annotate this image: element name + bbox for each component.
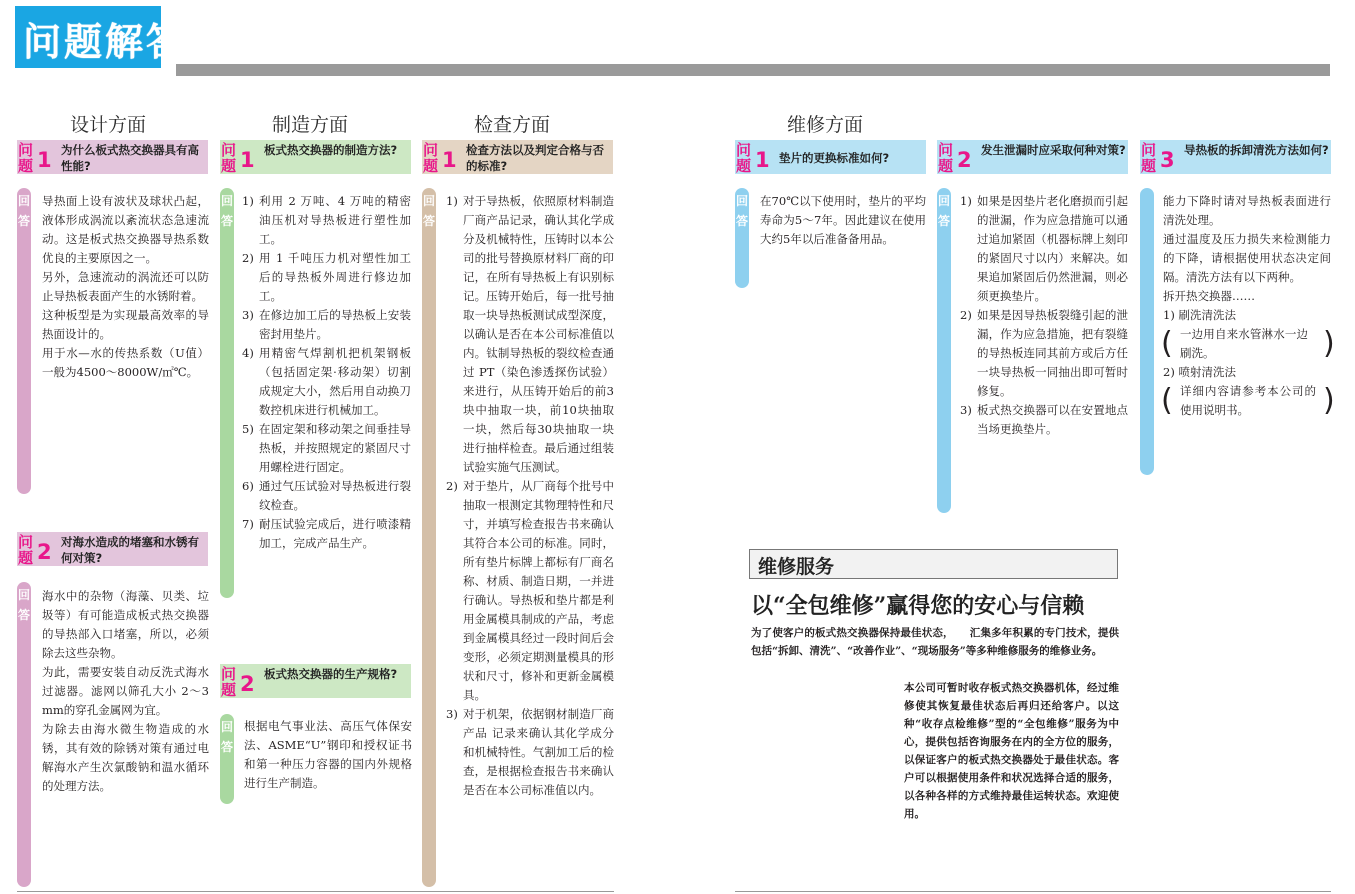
question-mark: 问 题 1: [18, 141, 52, 175]
question-box-maintenance-2: [937, 140, 1128, 174]
list-item: 1) 如果是因垫片老化磨损而引起的泄漏，作为应急措施可以通过追加紧固（机器标牌上刻印的紧固尺寸以内）来解决。如果追加紧固后仍然泄漏，则必须更换垫片。: [960, 194, 1128, 303]
bottom-rule-right: [735, 891, 1331, 892]
list-item: 3) 板式热交换器可以在安置地点当场更换垫片。: [960, 403, 1128, 436]
answer-manufacture-1: [242, 192, 411, 553]
bottom-rule-left: [17, 891, 614, 892]
question-mark: 问 题 1: [221, 141, 255, 175]
list-item: 1) 对于导热板，依照原材料制造厂商产品记录，确认其化学成分及机械特性，压铸时以本公司的批号替换原材料厂商的印记，在所有导热板上有识别标记。压铸开始后，每一批号抽取一块导热板测试成型深度，以确认是否在本公司标准值以内。钛制导热板的裂纹检查通过 PT（染色渗透探伤试验）来进行，从压铸开始后的前3块中抽取一块，前10块抽取一块，然后每30块抽取一块进行抽样检查。最后通过组装试验实施气压测试。: [446, 194, 614, 474]
title-divider-bar: [176, 64, 1330, 76]
list-item: 7) 耐压试验完成后，进行喷漆精加工，完成产品生产。: [242, 517, 411, 550]
question-box-maintenance-1: [735, 140, 926, 174]
answer-marker-bar: 回 答: [937, 188, 951, 513]
question-text: 检查方法以及判定合格与否的标准?: [466, 143, 604, 173]
question-box-manufacture-2: [220, 664, 411, 698]
answer-paragraph: 为此，需要安装自动反洗式海水过滤器。滤网以筛孔大小 2～3 mm的穿孔金属网为宜。: [42, 665, 209, 717]
answer-paragraph: 为除去由海水微生物造成的水锈，其有效的除锈对策有通过电解海水产生次氯酸钠和温水循环的处理方法。: [42, 722, 209, 793]
service-lead: 为了使客户的板式热交换器保持最佳状态， 汇集多年积累的专门技术，提供包括“拆卸、清洗”、“改善作业”、“现场服务”等多种维修服务的维修业务。: [751, 627, 1119, 657]
question-mark: 问 题 1: [423, 141, 457, 175]
method-label-spray: 2) 喷射清洗法: [1163, 365, 1236, 379]
question-text: 发生泄漏时应采取何种对策?: [981, 143, 1126, 157]
answer-marker-bar: 回 答: [220, 714, 234, 804]
list-item: 1) 利用 2 万吨、4 万吨的精密油压机对导热板进行塑性加工。: [242, 194, 411, 246]
question-box-inspection-1: [422, 140, 613, 174]
answer-paragraph: 导热面上设有波状及球状凸起，液体形成涡流以紊流状态急速流动。这是板式热交换器导热系数优良的主要原因之一。: [42, 194, 209, 265]
question-mark: 问 题 1: [736, 141, 770, 175]
answer-paragraph: 另外，急速流动的涡流还可以防止导热板表面产生的水锈附着。: [42, 270, 209, 303]
section-heading-maintenance: 维修方面: [787, 114, 864, 136]
answer-paragraph: 海水中的杂物（海藻、贝类、垃圾等）有可能造成板式热交换器的导热部入口堵塞，所以，必须除去这些杂物。: [42, 589, 209, 660]
answer-manufacture-2: 根据电气事业法、高压气体保安法、ASME“U”钢印和授权证书和第一种压力容器的国内外规格进行生产制造。: [244, 719, 412, 790]
answer-design-1: [42, 192, 209, 382]
answer-paragraph: 通过温度及压力损失来检测能力的下降，请根据使用状态决定间隔。清洗方法有以下两种。: [1163, 232, 1331, 284]
page-title: 问题解答: [23, 20, 188, 64]
answer-marker-bar: 回 答: [422, 188, 436, 887]
answer-paragraph: 拆开热交换器……: [1163, 289, 1255, 303]
answer-design-2: [42, 587, 209, 796]
list-item: 4) 用精密气焊割机把机架钢板（包括固定架·移动架）切割成规定大小，然后用自动换刀数控机床进行机械加工。: [242, 346, 411, 417]
section-heading-design: 设计方面: [70, 114, 147, 136]
list-item: 2) 用 1 千吨压力机对塑性加工后的导热板外周进行修边加工。: [242, 251, 411, 303]
method-note-spray: ( 详细内容请参考本公司的使用说明书。 ): [1161, 383, 1335, 418]
question-text: 板式热交换器的生产规格?: [264, 667, 398, 681]
answer-inspection-1: [446, 192, 614, 800]
question-box-design-1: [17, 140, 208, 174]
answer-marker-bar: 回 答: [220, 188, 234, 598]
question-box-manufacture-1: [220, 140, 411, 174]
section-heading-manufacture: 制造方面: [272, 114, 349, 136]
method-note-brush: ( 一边用自来水管淋水一边刷洗。 ): [1161, 326, 1335, 361]
method-label-brush: 1) 刷洗清洗法: [1163, 308, 1236, 322]
question-mark: 问 题 2: [221, 665, 255, 699]
list-item: 2) 如果是因导热板裂缝引起的泄漏，作为应急措施，把有裂缝的导热板连同其前方或后方任一块导热板一同抽出即可暂时修复。: [960, 308, 1128, 398]
service-header: 维修服务: [758, 556, 835, 578]
list-item: 3) 对于机架，依据钢材制造厂商产品 记录来确认其化学成分和机械特性。气割加工后的检查，是根据检查报告书来确认是否在本公司标准值以内。: [446, 707, 614, 797]
answer-maintenance-1: 在70℃以下使用时，垫片的平均寿命为5～7年。因此建议在使用大约5年以后准备备用品。: [760, 194, 926, 246]
question-box-maintenance-3: [1140, 140, 1331, 174]
question-text: 板式热交换器的制造方法?: [264, 143, 398, 157]
answer-marker-bar: 回 答: [17, 582, 31, 887]
answer-maintenance-2: [960, 192, 1128, 439]
answer-maintenance-3: [1161, 192, 1335, 420]
answer-marker-bar: 回 答: [17, 188, 31, 494]
list-item: 2) 对于垫片，从厂商每个批号中抽取一根测定其物理特性和尺寸，并填写检查报告书来确认其符合本公司的标准。同时，所有垫片标牌上都标有厂商名称、材质、制造日期，一并进行确认。导热板和垫片都是利用金属模具制成的产品，考虑到金属模具经过一段时间后会变形，必须定期测量模具的形状和尺寸，修补和更新金属模具。: [446, 479, 614, 702]
section-heading-inspection: 检查方面: [474, 114, 551, 136]
question-mark: 问 题 2: [938, 141, 972, 175]
question-text: 为什么板式热交换器具有高性能?: [61, 143, 199, 173]
service-title: 以“全包维修”赢得您的安心与信赖: [751, 593, 1085, 619]
question-text: 对海水造成的堵塞和水锈有何对策?: [61, 535, 199, 565]
question-box-design-2: [17, 532, 208, 566]
answer-paragraph: 这种板型是为实现最高效率的导热面设计的。: [42, 308, 209, 341]
answer-paragraph: 能力下降时请对导热板表面进行清洗处理。: [1163, 194, 1331, 227]
answer-marker-bar: 回 答: [735, 188, 749, 288]
list-item: 6) 通过气压试验对导热板进行裂纹检查。: [242, 479, 411, 512]
answer-marker-bar: [1140, 188, 1154, 475]
question-text: 导热板的拆卸清洗方法如何?: [1184, 143, 1329, 157]
question-text: 垫片的更换标准如何?: [779, 151, 890, 165]
service-detail: 本公司可暂时收存板式热交换器机体，经过维修使其恢复最佳状态后再归还给客户。以这种“收存点检维修”型的“全包维修”服务为中心，提供包括咨询服务在内的全方位的服务，以保证客户的板式热交换器处于最佳状态。客户可以根据使用条件和状况选择合适的服务，以各种各样的方式维持最佳运转状态。欢迎使用。: [904, 682, 1119, 820]
list-item: 3) 在修边加工后的导热板上安装密封用垫片。: [242, 308, 411, 341]
answer-paragraph: 用于水—水的传热系数（U值）一般为4500～8000W/㎡℃。: [42, 346, 209, 379]
question-mark: 问 题 3: [1141, 141, 1175, 175]
question-mark: 问 题 2: [18, 533, 52, 567]
list-item: 5) 在固定架和移动架之间垂挂导热板，并按照规定的紧固尺寸用螺栓进行固定。: [242, 422, 411, 474]
